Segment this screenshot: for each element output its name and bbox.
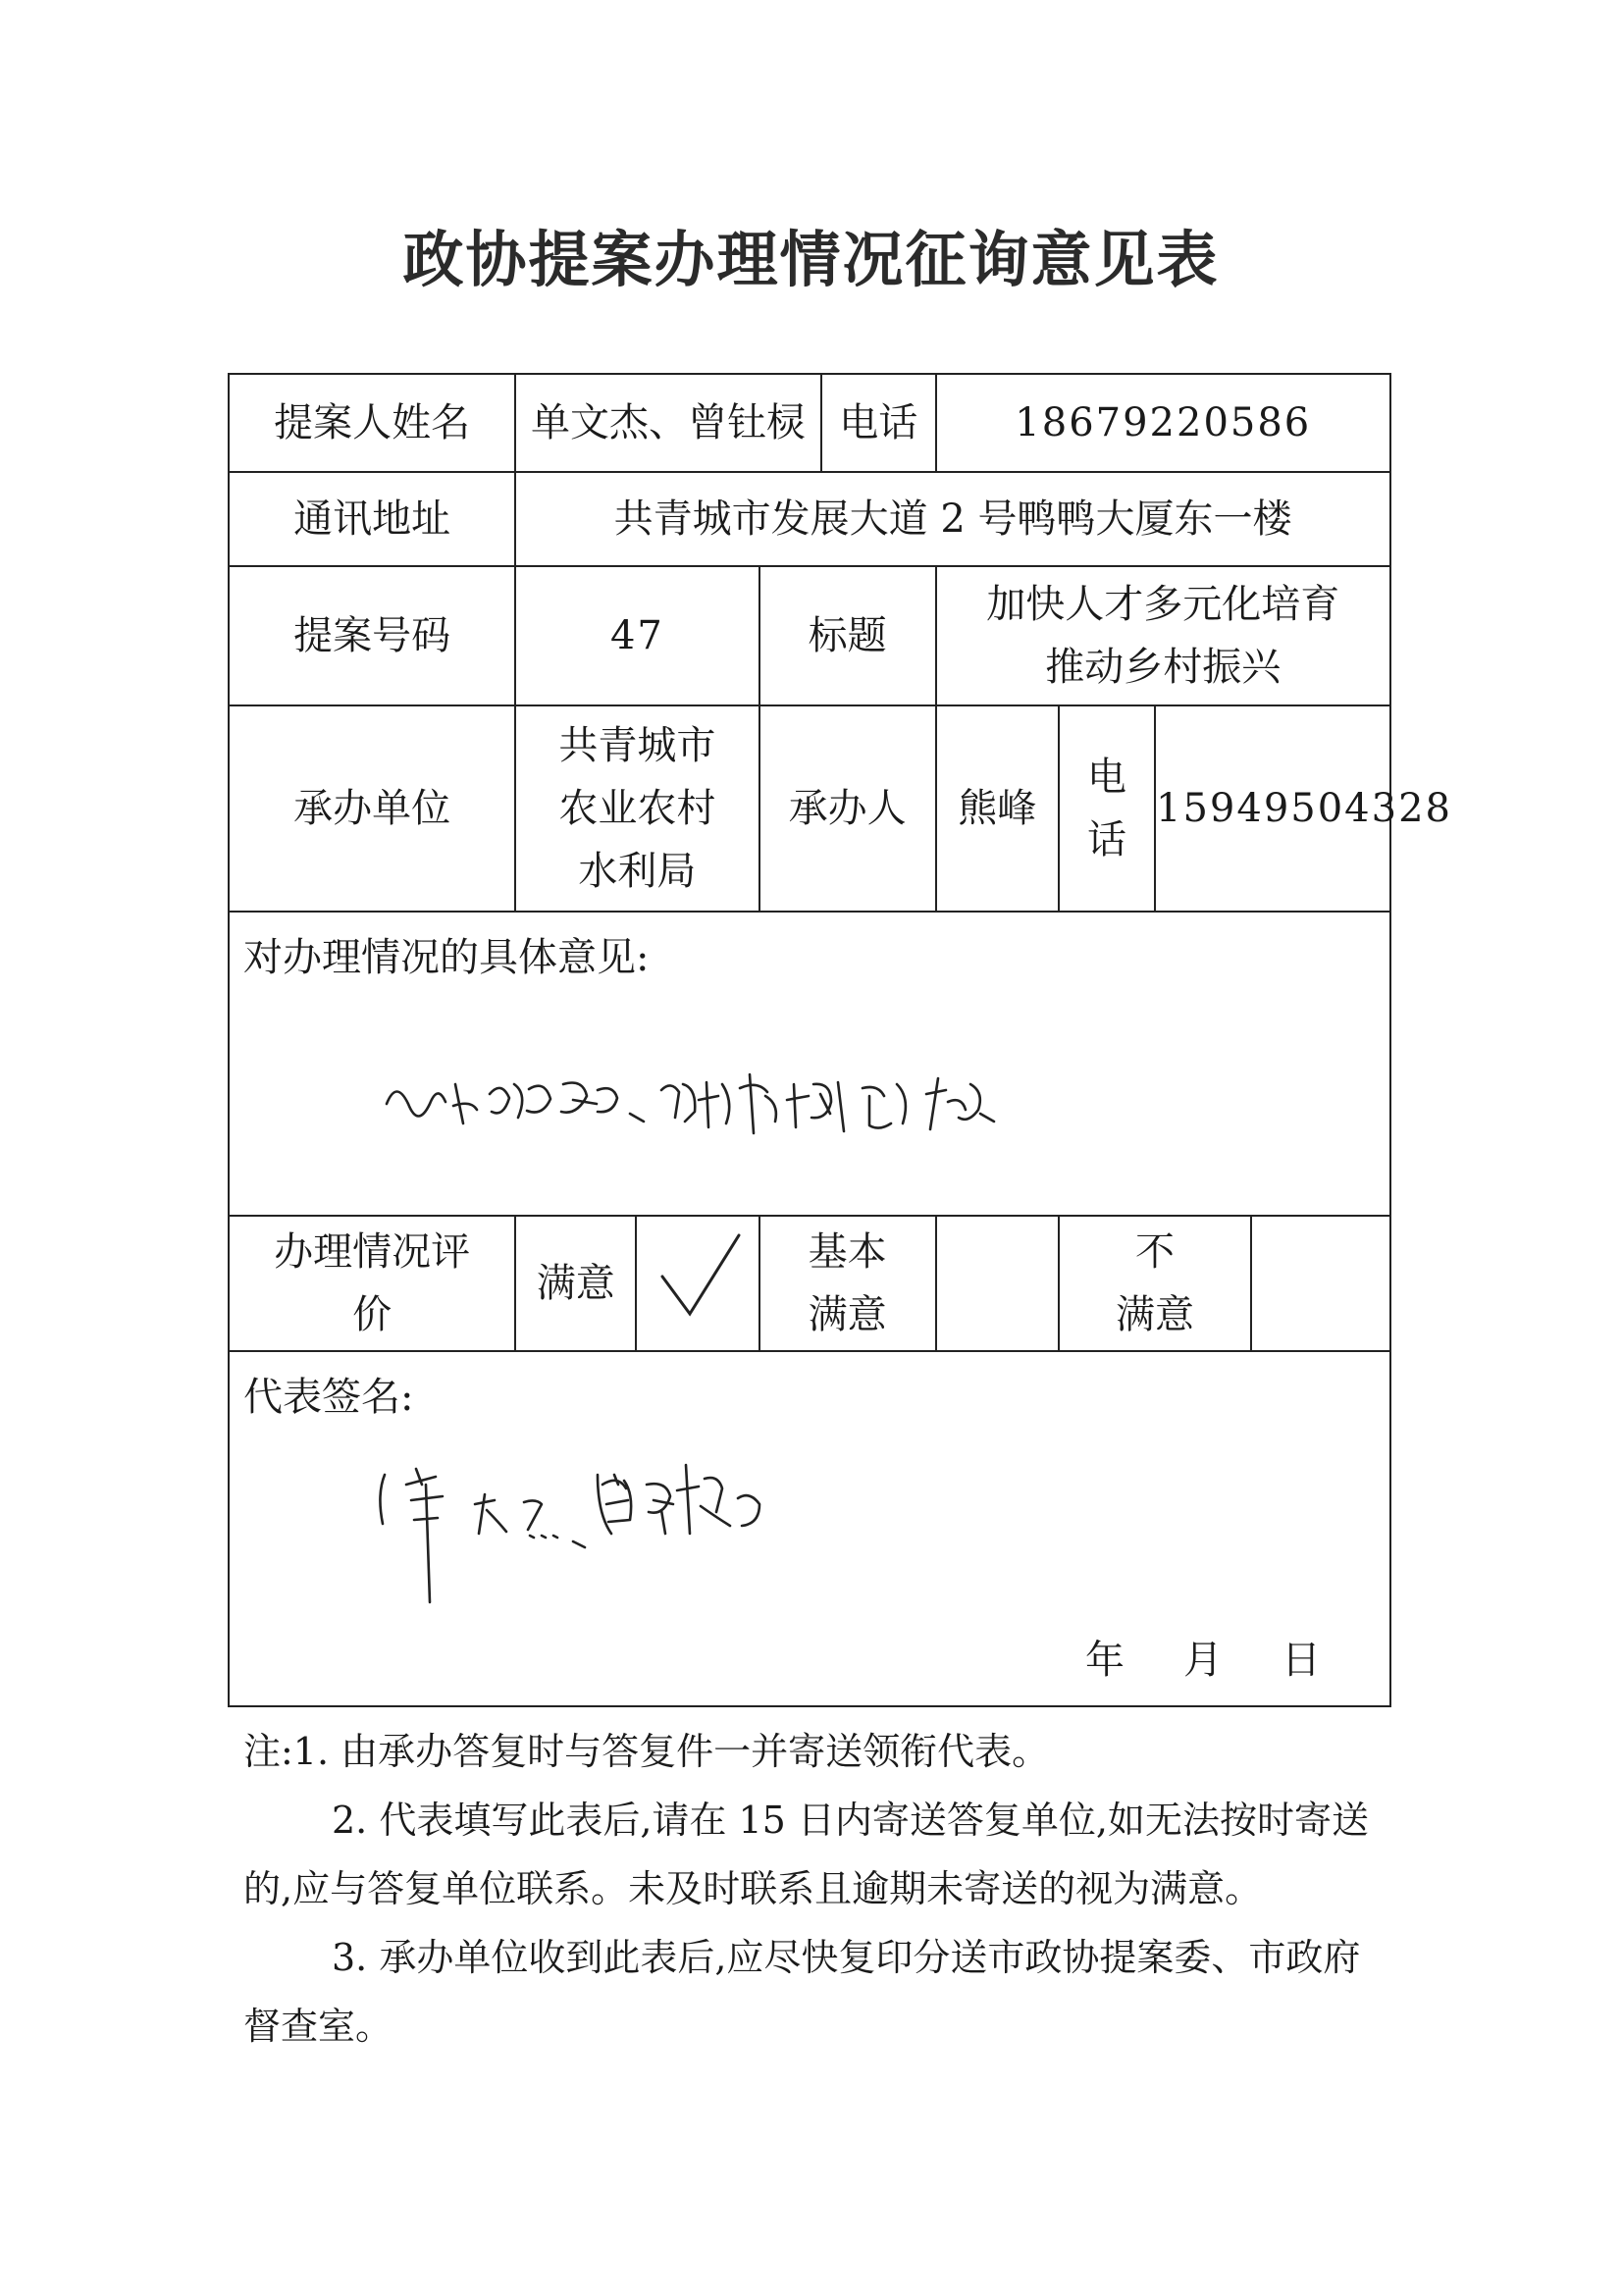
notes-section	[243, 1717, 1382, 2061]
date-line	[1085, 1629, 1321, 1692]
handler-value[interactable]: 熊峰	[936, 705, 1059, 912]
checkmark-icon	[649, 1226, 747, 1324]
signature-label: 代表签名:	[243, 1375, 414, 1420]
handling-unit-label: 承办单位	[229, 705, 515, 912]
not-satisfied-label	[1059, 1216, 1251, 1351]
date-day: 日	[1282, 1638, 1321, 1683]
address-row	[229, 472, 1390, 566]
handling-unit-value[interactable]	[515, 705, 759, 912]
not-satisfied-checkbox[interactable]	[1251, 1216, 1390, 1351]
basic-satisfied-label	[759, 1216, 936, 1351]
signature-row	[229, 1351, 1390, 1706]
date-month: 月	[1183, 1638, 1223, 1683]
address-label: 通讯地址	[229, 472, 515, 566]
address-value[interactable]: 共青城市发展大道 2 号鸭鸭大厦东一楼	[515, 472, 1390, 566]
phone-value[interactable]: 18679220586	[936, 374, 1390, 472]
note-3: 3. 承办单位收到此表后,应尽快复印分送市政协提案委、市政府督查室。	[243, 1936, 1361, 2048]
handler-phone-value[interactable]: 15949504328	[1155, 705, 1390, 912]
rating-label	[229, 1216, 515, 1351]
satisfied-checkbox[interactable]	[636, 1216, 759, 1351]
opinion-form-table	[228, 373, 1452, 1707]
basic-satisfied-checkbox[interactable]	[936, 1216, 1059, 1351]
date-year: 年	[1085, 1638, 1125, 1683]
subject-label: 标题	[759, 566, 936, 705]
phone-label: 电话	[821, 374, 936, 472]
satisfied-label: 满意	[515, 1216, 636, 1351]
subject-value-line2: 推动乡村振兴	[1045, 645, 1282, 690]
comments-cell[interactable]	[229, 912, 1390, 1216]
proposal-number-value[interactable]: 47	[515, 566, 759, 705]
handler-phone-label-line1: 电	[1086, 755, 1126, 800]
subject-value[interactable]	[936, 566, 1390, 705]
proposer-name-value[interactable]: 单文杰、曾钍棂	[515, 374, 821, 472]
page-title: 政协提案办理情况征询意见表	[402, 224, 1220, 295]
handling-row	[229, 705, 1390, 912]
handling-unit-line1: 共青城市	[558, 723, 716, 768]
note-1: 注:1. 由承办答复时与答复件一并寄送领衔代表。	[243, 1730, 1050, 1773]
basic-satisfied-line1: 基本	[808, 1229, 887, 1275]
comments-label: 对办理情况的具体意见:	[243, 935, 650, 980]
handler-label: 承办人	[759, 705, 936, 912]
subject-value-line1: 加快人才多元化培育	[986, 582, 1340, 627]
signature-cell[interactable]	[229, 1351, 1390, 1706]
handling-unit-line3: 水利局	[578, 849, 697, 894]
note-2: 2. 代表填写此表后,请在 15 日内寄送答复单位,如无法按时寄送的,应与答复单位联系。未及时联系且逾期未寄送的视为满意。	[243, 1799, 1370, 1910]
handwritten-signature	[367, 1445, 877, 1592]
proposer-name-label: 提案人姓名	[229, 374, 515, 472]
proposal-row	[229, 566, 1390, 705]
rating-label-line2: 价	[352, 1292, 392, 1337]
proposal-number-label: 提案号码	[229, 566, 515, 705]
basic-satisfied-line2: 满意	[808, 1292, 887, 1337]
handwritten-comment	[377, 1055, 1005, 1163]
proposer-row	[229, 374, 1390, 472]
comments-row	[229, 912, 1390, 1216]
handler-phone-label-line2: 话	[1086, 817, 1126, 862]
rating-label-line1: 办理情况评	[274, 1229, 471, 1275]
rating-row	[229, 1216, 1390, 1351]
not-satisfied-line2: 满意	[1116, 1292, 1195, 1337]
not-satisfied-line1: 不	[1135, 1229, 1176, 1275]
handling-unit-line2: 农业农村	[558, 786, 716, 831]
handler-phone-label	[1059, 705, 1155, 912]
